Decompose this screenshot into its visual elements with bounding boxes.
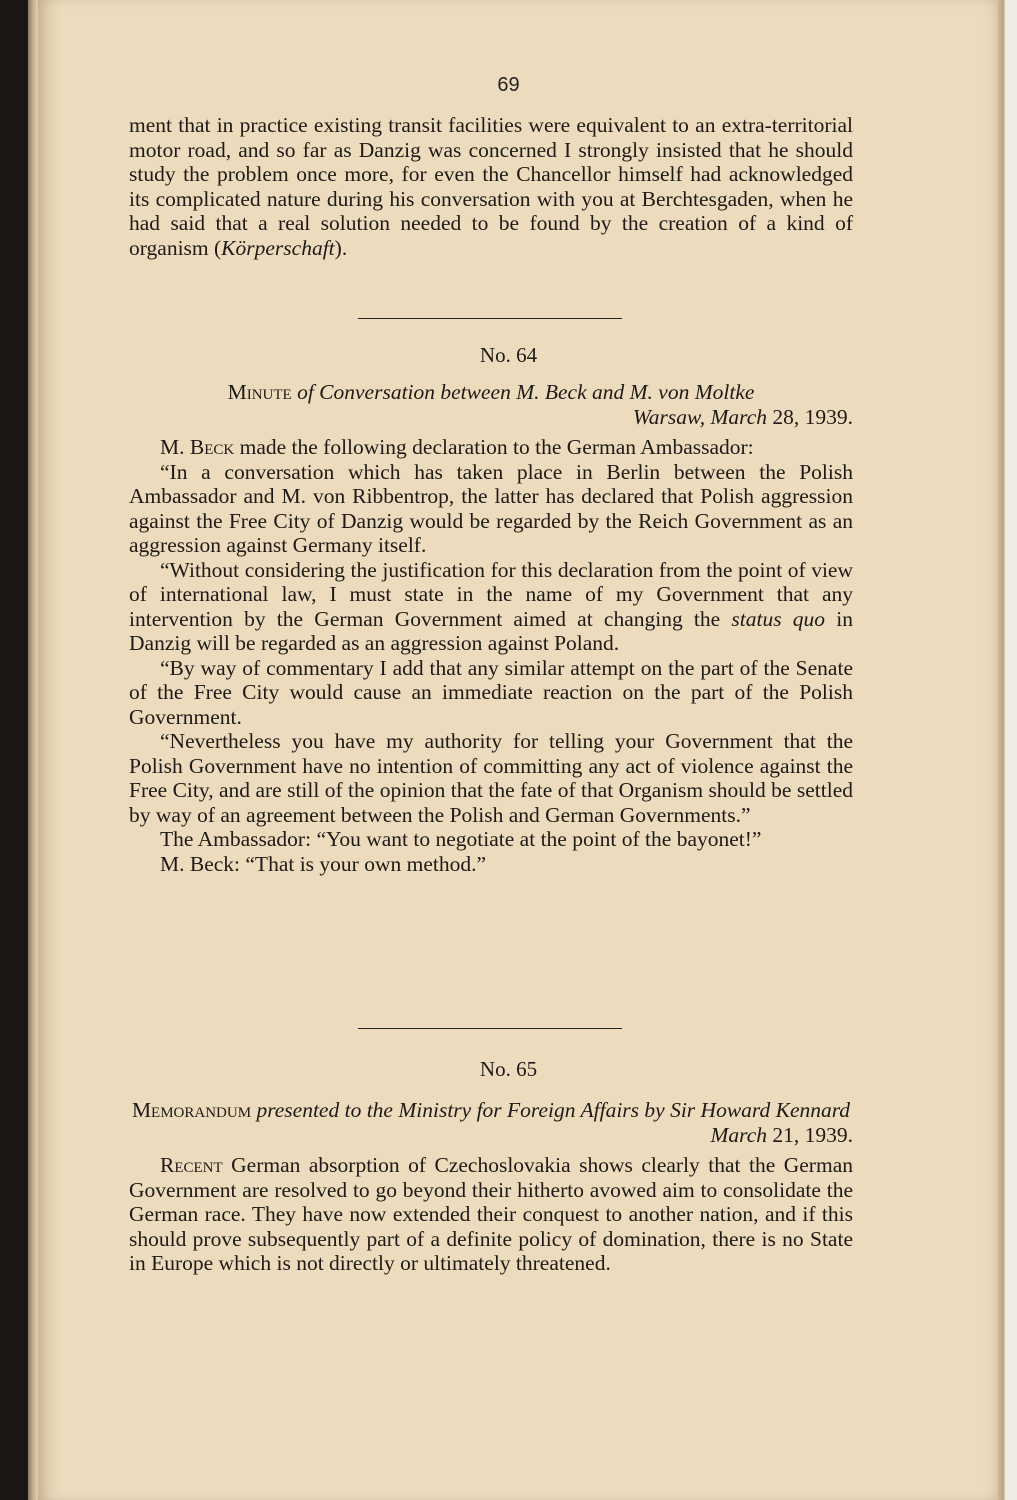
doc-64-date [129,405,853,430]
doc-64-title-kind: Minute [227,380,292,404]
doc-65 [129,1098,853,1276]
doc-65-title-kind: Memorandum [131,1098,252,1122]
doc-65-date-day: 21, 1939. [767,1122,853,1147]
doc-64-para-7: M. Beck: “That is your own method.” [160,851,487,876]
doc-64-para-3-b: in Danzig will be regarded as an aggression against Poland. [129,606,853,655]
doc-64-para-1 [129,435,853,460]
doc-64-para-1-text: made the following declaration to the German Ambassador: [234,435,754,459]
book-spine [0,0,38,1500]
doc-65-lead-word: Recent [160,1153,223,1177]
doc-64 [129,380,853,876]
doc-64-title-text: of Conversation between M. Beck and M. von Moltke [297,380,755,404]
continuation-text [129,113,853,260]
doc-64-date-day: 28, 1939. [767,404,853,429]
doc-65-number: No. 65 [479,1057,538,1081]
doc-64-para-3-italic: status quo [731,606,826,631]
doc-64-para-4: “By way of commentary I add that any similar attempt on the part of the Senate of the Free City would cause an immediate reaction on the part of the Polish Government. [129,655,853,729]
doc-65-date-month: March [710,1122,767,1147]
doc-64-speaker: M. Beck [160,435,235,459]
doc-64-number: No. 64 [479,343,538,367]
section-divider [358,1028,622,1029]
doc-64-date-place: Warsaw, March [632,404,767,429]
continuation-end: ). [334,235,348,260]
doc-65-title-text: presented to the Ministry for Foreign Affairs by Sir Howard Kennard [256,1098,851,1122]
section-divider [358,318,622,319]
page-edge [998,0,1017,1500]
continuation-italic-term: Körperschaft [221,235,335,260]
doc-65-date [129,1123,853,1148]
doc-64-para-2: “In a conversation which has taken place in Berlin between the Polish Ambassador and M. von Ribbentrop, the latter has declared that Polish aggression against the Free City of Danzig would be regarded by the Reich Government as an aggression against Germany itself. [129,459,853,557]
doc-64-para-5: “Nevertheless you have my authority for telling your Government that the Polish Government have no intention of committing any act of violence against the Free City, and are still of the opinion that the fate of that Organism should be settled by way of an agreement between the Polish and German Governments.” [129,729,853,827]
doc-65-para-1 [129,1153,853,1276]
doc-64-title [129,380,853,405]
doc-64-para-6: The Ambassador: “You want to negotiate at the point of the bayonet!” [160,827,762,851]
doc-65-para-1-text: German absorption of Czechoslovakia shows clearly that the German Government are resolved to go beyond their hitherto avowed aim to consolidate the German race. They have now extended their conquest to another nation, and if this should prove subsequently part of a definite policy of domination, there is no State in Europe which is not directly or ultimately threatened. [129,1153,853,1275]
doc-65-title [129,1098,853,1123]
page-number: 69 [497,74,520,96]
doc-64-para-3-a: “Without considering the justification for this declaration from the point of view of international law, I must state in the name of my Government that any intervention by the German Government aimed at changing the [129,557,853,631]
continuation-body: ment that in practice existing transit facilities were equivalent to an extra-territorial motor road, and so far as Danzig was concerned I strongly insisted that he should study the problem once more, for even the Chancellor himself had acknowledged its complicated nature during his conversation with you at Berchtesgaden, when he had said that a real solution needed to be found by the creation of a kind of organism ( [129,113,853,260]
doc-64-para-3 [129,558,853,656]
